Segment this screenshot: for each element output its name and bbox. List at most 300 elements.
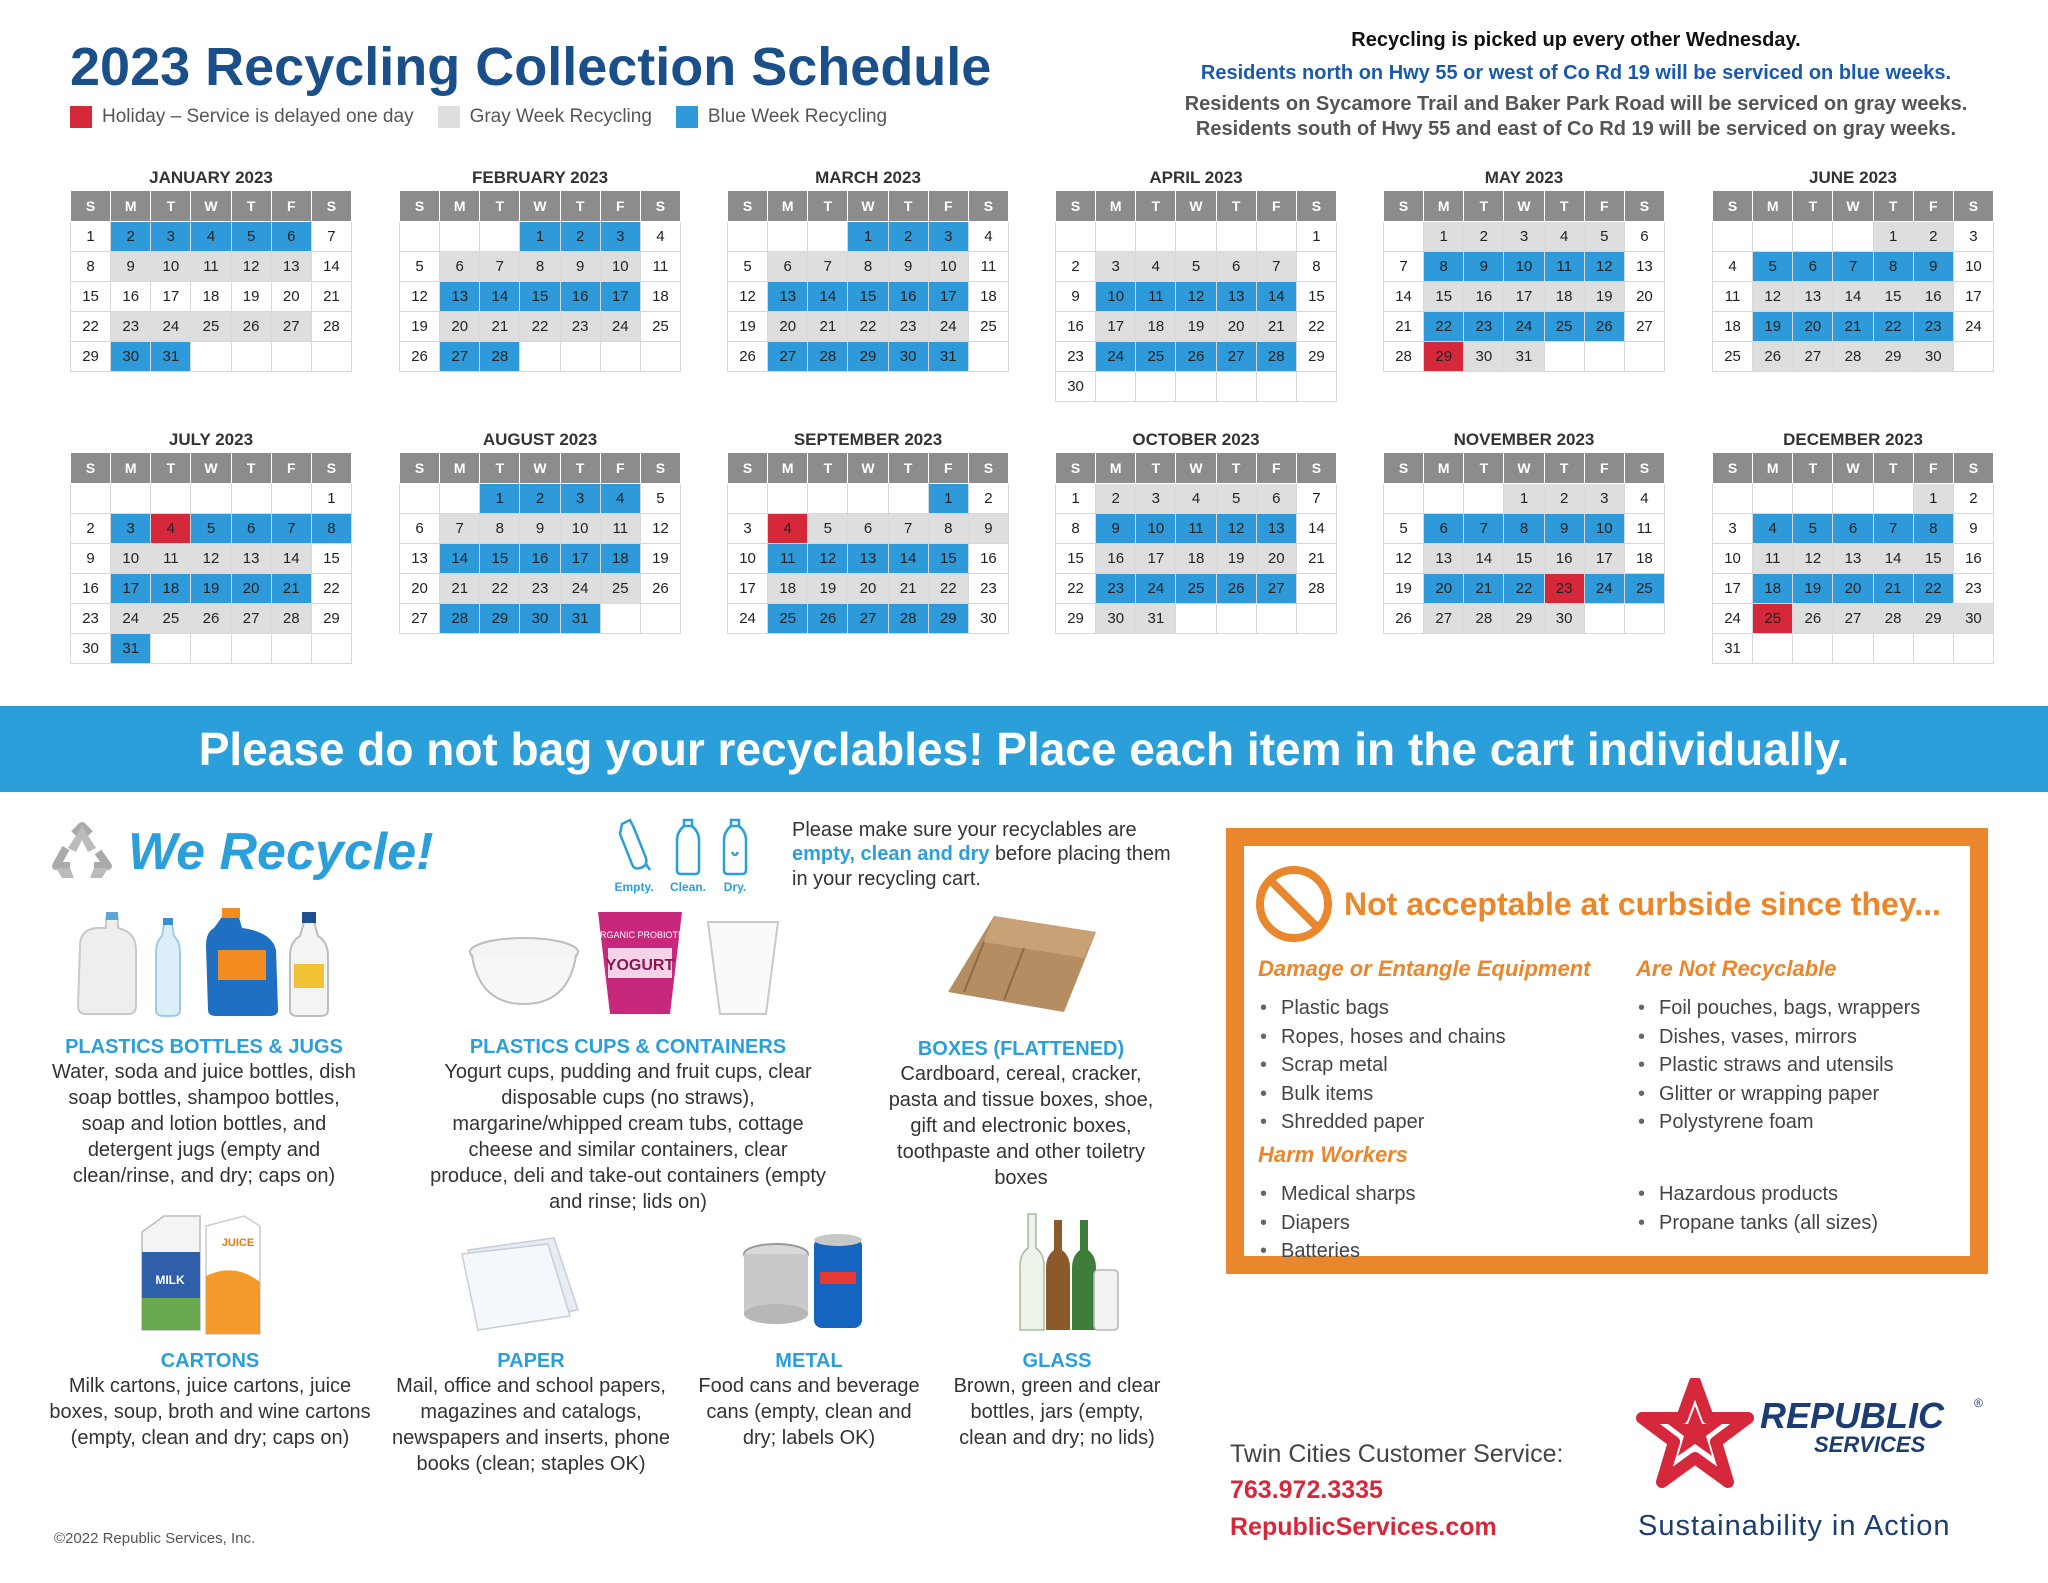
- day-cell: 3: [600, 222, 640, 252]
- day-cell: 15: [1873, 282, 1913, 312]
- day-cell: 16: [1096, 544, 1136, 574]
- weekday-header: S: [640, 191, 680, 222]
- day-cell: 19: [1793, 574, 1833, 604]
- tagline: Sustainability in Action: [1638, 1510, 1951, 1542]
- day-cell: 23: [1953, 574, 1993, 604]
- prep-dry: [720, 818, 750, 894]
- empty-cell: [888, 484, 928, 514]
- day-cell: 24: [928, 312, 968, 342]
- list-item: • Ropes, hoses and chains: [1260, 1023, 1506, 1052]
- empty-cell: [1753, 484, 1793, 514]
- day-cell: 2: [1544, 484, 1584, 514]
- day-cell: 27: [1833, 604, 1873, 634]
- month-calendar: [1055, 166, 1337, 402]
- day-cell: 26: [640, 574, 680, 604]
- day-cell: 30: [111, 342, 151, 372]
- weekday-header: S: [1624, 191, 1664, 222]
- day-cell: 27: [1624, 312, 1664, 342]
- category-boxes: [876, 1038, 1166, 1191]
- day-cell: 1: [71, 222, 111, 252]
- day-cell: 11: [151, 544, 191, 574]
- day-cell: 20: [1793, 312, 1833, 342]
- day-cell: 29: [928, 604, 968, 634]
- day-cell: 31: [111, 634, 151, 664]
- day-cell: 23: [888, 312, 928, 342]
- day-cell: 29: [1296, 342, 1336, 372]
- day-cell: 14: [440, 544, 480, 574]
- list-item: • Dishes, vases, mirrors: [1638, 1023, 1920, 1052]
- day-cell: 6: [1793, 252, 1833, 282]
- day-cell: 29: [848, 342, 888, 372]
- day-cell: 3: [1136, 484, 1176, 514]
- weekday-header: T: [151, 453, 191, 484]
- prep-label: Dry.: [723, 880, 747, 894]
- weekday-header: S: [1384, 453, 1424, 484]
- month-calendar: [1712, 166, 1994, 372]
- day-cell: 29: [1056, 604, 1096, 634]
- empty-cell: [271, 634, 311, 664]
- month-calendar: [727, 166, 1009, 372]
- day-cell: 23: [1544, 574, 1584, 604]
- day-cell: 17: [1713, 574, 1753, 604]
- day-cell: 18: [1544, 282, 1584, 312]
- day-cell: 27: [1793, 342, 1833, 372]
- weekday-header: T: [1136, 453, 1176, 484]
- day-cell: 18: [1753, 574, 1793, 604]
- day-cell: 3: [1713, 514, 1753, 544]
- day-cell: 28: [1464, 604, 1504, 634]
- weekday-header: S: [311, 191, 351, 222]
- month-title: MARCH 2023: [815, 168, 921, 187]
- day-cell: 11: [1624, 514, 1664, 544]
- day-cell: 10: [1953, 252, 1993, 282]
- category-paper: [390, 1350, 672, 1477]
- day-cell: 17: [1953, 282, 1993, 312]
- day-cell: 15: [480, 544, 520, 574]
- legend-holiday: [70, 106, 414, 128]
- day-cell: 21: [1873, 574, 1913, 604]
- month-calendar: [399, 166, 681, 372]
- day-cell: 5: [1176, 252, 1216, 282]
- day-cell: 13: [1793, 282, 1833, 312]
- day-cell: 5: [1384, 514, 1424, 544]
- weekday-header: S: [311, 453, 351, 484]
- day-cell: 21: [1384, 312, 1424, 342]
- day-cell: 20: [768, 312, 808, 342]
- day-cell: 8: [1424, 252, 1464, 282]
- pickup-notice: [1166, 28, 1986, 142]
- day-cell: 15: [1296, 282, 1336, 312]
- day-cell: 11: [600, 514, 640, 544]
- day-cell: 15: [1913, 544, 1953, 574]
- month-title: OCTOBER 2023: [1132, 430, 1260, 449]
- empty-cell: [400, 222, 440, 252]
- day-cell: 27: [271, 312, 311, 342]
- weekday-header: M: [768, 191, 808, 222]
- day-cell: 22: [1424, 312, 1464, 342]
- month-table: [1055, 452, 1337, 634]
- day-cell: 31: [1136, 604, 1176, 634]
- empty-cell: [1624, 342, 1664, 372]
- month-table: [1383, 190, 1665, 372]
- empty-cell: [1464, 484, 1504, 514]
- day-cell: 23: [1464, 312, 1504, 342]
- day-cell: 7: [311, 222, 351, 252]
- category-title: BOXES (FLATTENED): [917, 1038, 1125, 1060]
- weekday-header: F: [928, 453, 968, 484]
- day-cell: 21: [808, 312, 848, 342]
- weekday-header: S: [728, 453, 768, 484]
- hazardous-list: [1638, 1180, 1878, 1237]
- empty-cell: [1753, 222, 1793, 252]
- day-cell: 5: [191, 514, 231, 544]
- day-cell: 20: [1424, 574, 1464, 604]
- legend-label: Holiday – Service is delayed one day: [102, 106, 414, 127]
- weekday-header: F: [600, 191, 640, 222]
- day-cell: 19: [1753, 312, 1793, 342]
- day-cell: 26: [1176, 342, 1216, 372]
- day-cell: 2: [520, 484, 560, 514]
- day-cell: 31: [928, 342, 968, 372]
- day-cell: 15: [1504, 544, 1544, 574]
- day-cell: 9: [1464, 252, 1504, 282]
- harm-workers-list: [1260, 1180, 1416, 1266]
- list-item: • Diapers: [1260, 1209, 1416, 1238]
- empty-cell: [1793, 484, 1833, 514]
- empty-cell: [1584, 342, 1624, 372]
- category-desc: Mail, office and school papers, magazines and catalogs, newspapers and inserts, phone books (clean; staples OK): [392, 1375, 670, 1475]
- day-cell: 15: [520, 282, 560, 312]
- day-cell: 3: [928, 222, 968, 252]
- day-cell: 1: [1504, 484, 1544, 514]
- day-cell: 16: [1913, 282, 1953, 312]
- day-cell: 14: [1464, 544, 1504, 574]
- day-cell: 10: [600, 252, 640, 282]
- not-acceptable-title: Not acceptable at curbside since they...: [1344, 886, 1941, 922]
- weekday-header: T: [231, 453, 271, 484]
- day-cell: 18: [1136, 312, 1176, 342]
- day-cell: 18: [600, 544, 640, 574]
- legend-swatch-gray: [438, 106, 460, 128]
- empty-cell: [71, 484, 111, 514]
- day-cell: 10: [728, 544, 768, 574]
- day-cell: 17: [1096, 312, 1136, 342]
- day-cell: 14: [1256, 282, 1296, 312]
- day-cell: 5: [640, 484, 680, 514]
- empty-cell: [1873, 634, 1913, 664]
- organic-label: ORGANIC PROBIOTIC: [592, 930, 688, 940]
- day-cell: 19: [1216, 544, 1256, 574]
- empty-cell: [1793, 634, 1833, 664]
- legend-label: Gray Week Recycling: [469, 106, 652, 127]
- empty-cell: [1096, 372, 1136, 402]
- day-cell: 26: [231, 312, 271, 342]
- weekday-header: S: [640, 453, 680, 484]
- day-cell: 4: [768, 514, 808, 544]
- day-cell: 19: [400, 312, 440, 342]
- weekday-header: T: [1136, 191, 1176, 222]
- category-title: PLASTICS BOTTLES & JUGS: [65, 1036, 343, 1058]
- day-cell: 2: [1096, 484, 1136, 514]
- day-cell: 12: [808, 544, 848, 574]
- month-title: FEBRUARY 2023: [471, 168, 609, 187]
- day-cell: 5: [728, 252, 768, 282]
- day-cell: 28: [480, 342, 520, 372]
- day-cell: 20: [848, 574, 888, 604]
- day-cell: 5: [1216, 484, 1256, 514]
- day-cell: 5: [1584, 222, 1624, 252]
- day-cell: 4: [1753, 514, 1793, 544]
- day-cell: 6: [1624, 222, 1664, 252]
- category-cartons: [44, 1350, 376, 1451]
- day-cell: 22: [1873, 312, 1913, 342]
- day-cell: 7: [1464, 514, 1504, 544]
- day-cell: 17: [928, 282, 968, 312]
- empty-cell: [151, 634, 191, 664]
- weekday-header: S: [1056, 191, 1096, 222]
- empty-cell: [191, 484, 231, 514]
- day-cell: 18: [640, 282, 680, 312]
- day-cell: 16: [888, 282, 928, 312]
- day-cell: 11: [1753, 544, 1793, 574]
- paper-illustration: [458, 1236, 588, 1332]
- empty-cell: [1544, 342, 1584, 372]
- day-cell: 1: [1424, 222, 1464, 252]
- weekday-header: T: [888, 191, 928, 222]
- day-cell: 20: [1624, 282, 1664, 312]
- empty-cell: [1913, 634, 1953, 664]
- day-cell: 5: [1753, 252, 1793, 282]
- not-acceptable-box: [1226, 828, 1988, 1274]
- weekday-header: M: [768, 453, 808, 484]
- day-cell: 30: [1544, 604, 1584, 634]
- weekday-header: T: [888, 453, 928, 484]
- day-cell: 4: [968, 222, 1008, 252]
- day-cell: 13: [1833, 544, 1873, 574]
- legend-gray-week: [438, 106, 652, 128]
- weekday-header: S: [71, 191, 111, 222]
- weekday-header: W: [191, 191, 231, 222]
- day-cell: 29: [480, 604, 520, 634]
- weekday-header: M: [440, 453, 480, 484]
- day-cell: 4: [1136, 252, 1176, 282]
- day-cell: 13: [1216, 282, 1256, 312]
- empty-cell: [1176, 372, 1216, 402]
- month-calendar: [727, 428, 1009, 634]
- day-cell: 14: [808, 282, 848, 312]
- day-cell: 8: [1913, 514, 1953, 544]
- day-cell: 4: [151, 514, 191, 544]
- day-cell: 27: [440, 342, 480, 372]
- day-cell: 28: [1256, 342, 1296, 372]
- day-cell: 22: [1913, 574, 1953, 604]
- day-cell: 27: [768, 342, 808, 372]
- day-cell: 21: [480, 312, 520, 342]
- day-cell: 23: [560, 312, 600, 342]
- website-link[interactable]: RepublicServices.com: [1230, 1512, 1497, 1541]
- day-cell: 10: [1584, 514, 1624, 544]
- empty-cell: [640, 604, 680, 634]
- empty-cell: [1296, 372, 1336, 402]
- month-title: MAY 2023: [1484, 168, 1564, 187]
- day-cell: 21: [1833, 312, 1873, 342]
- weekday-header: W: [848, 191, 888, 222]
- list-item: • Foil pouches, bags, wrappers: [1638, 994, 1920, 1023]
- weekday-header: S: [1384, 191, 1424, 222]
- category-title: PLASTICS CUPS & CONTAINERS: [469, 1036, 787, 1058]
- category-desc: Yogurt cups, pudding and fruit cups, clear disposable cups (no straws), margarine/whipped cream tubs, cottage cheese and similar containers, clear produce, deli and take-out containers (empty and rinse; lids on): [430, 1061, 826, 1213]
- day-cell: 1: [1056, 484, 1096, 514]
- day-cell: 13: [768, 282, 808, 312]
- day-cell: 9: [968, 514, 1008, 544]
- day-cell: 26: [191, 604, 231, 634]
- weekday-header: T: [480, 453, 520, 484]
- day-cell: 11: [191, 252, 231, 282]
- day-cell: 25: [151, 604, 191, 634]
- empty-cell: [1713, 484, 1753, 514]
- day-cell: 25: [1176, 574, 1216, 604]
- not-recyclable-list: [1638, 994, 1920, 1137]
- weekday-header: W: [848, 453, 888, 484]
- day-cell: 22: [848, 312, 888, 342]
- day-cell: 24: [560, 574, 600, 604]
- day-cell: 19: [1584, 282, 1624, 312]
- day-cell: 20: [1833, 574, 1873, 604]
- empty-cell: [1873, 484, 1913, 514]
- day-cell: 4: [1544, 222, 1584, 252]
- republic-services-logo: [1636, 1378, 2036, 1488]
- day-cell: 7: [1873, 514, 1913, 544]
- day-cell: 10: [111, 544, 151, 574]
- copyright: ©2022 Republic Services, Inc.: [54, 1530, 256, 1547]
- day-cell: 6: [768, 252, 808, 282]
- day-cell: 27: [1424, 604, 1464, 634]
- month-title: JUNE 2023: [1809, 168, 1897, 187]
- category-desc: Cardboard, cereal, cracker, pasta and tissue boxes, shoe, gift and electronic boxes, toothpaste and other toiletry boxes: [888, 1063, 1154, 1189]
- weekday-header: S: [1713, 191, 1753, 222]
- day-cell: 20: [231, 574, 271, 604]
- day-cell: 27: [400, 604, 440, 634]
- weekday-header: S: [1713, 453, 1753, 484]
- day-cell: 24: [1713, 604, 1753, 634]
- day-cell: 5: [400, 252, 440, 282]
- phone-link[interactable]: 763.972.3335: [1230, 1476, 1383, 1505]
- day-cell: 22: [928, 574, 968, 604]
- day-cell: 31: [151, 342, 191, 372]
- day-cell: 1: [1913, 484, 1953, 514]
- day-cell: 1: [480, 484, 520, 514]
- registered-mark: ®: [1974, 1396, 1983, 1410]
- day-cell: 15: [848, 282, 888, 312]
- day-cell: 23: [71, 604, 111, 634]
- empty-cell: [151, 484, 191, 514]
- weekday-header: M: [1753, 453, 1793, 484]
- day-cell: 25: [768, 604, 808, 634]
- day-cell: 6: [271, 222, 311, 252]
- day-cell: 26: [400, 342, 440, 372]
- weekday-header: W: [1504, 191, 1544, 222]
- empty-cell: [848, 484, 888, 514]
- empty-cell: [1793, 222, 1833, 252]
- day-cell: 9: [1096, 514, 1136, 544]
- weekday-header: T: [808, 191, 848, 222]
- day-cell: 24: [600, 312, 640, 342]
- weekday-header: S: [728, 191, 768, 222]
- weekday-header: S: [1296, 453, 1336, 484]
- weekday-header: T: [1793, 453, 1833, 484]
- customer-service-label: Twin Cities Customer Service:: [1230, 1440, 1564, 1468]
- weekday-header: T: [1216, 453, 1256, 484]
- day-cell: 15: [71, 282, 111, 312]
- day-cell: 17: [600, 282, 640, 312]
- day-cell: 12: [1176, 282, 1216, 312]
- day-cell: 28: [1833, 342, 1873, 372]
- day-cell: 30: [888, 342, 928, 372]
- day-cell: 19: [640, 544, 680, 574]
- empty-bottle-icon: [612, 818, 656, 876]
- day-cell: 18: [1176, 544, 1216, 574]
- day-cell: 23: [968, 574, 1008, 604]
- glass-bottles-illustration: [1008, 1210, 1122, 1336]
- weekday-header: W: [1176, 191, 1216, 222]
- weekday-header: S: [1953, 191, 1993, 222]
- month-calendar: [1383, 166, 1665, 372]
- day-cell: 29: [1424, 342, 1464, 372]
- day-cell: 12: [640, 514, 680, 544]
- category-glass: [944, 1350, 1170, 1451]
- day-cell: 26: [1584, 312, 1624, 342]
- month-calendar: [1055, 428, 1337, 634]
- weekday-header: W: [191, 453, 231, 484]
- day-cell: 4: [191, 222, 231, 252]
- weekday-header: M: [440, 191, 480, 222]
- prep-text-2: before placing them in your recycling cart.: [792, 843, 1171, 890]
- empty-cell: [600, 342, 640, 372]
- weekday-header: F: [271, 191, 311, 222]
- empty-cell: [1176, 604, 1216, 634]
- weekday-header: F: [1913, 453, 1953, 484]
- month-calendar: [1712, 428, 1994, 664]
- day-cell: 25: [600, 574, 640, 604]
- category-title: CARTONS: [160, 1350, 260, 1372]
- prep-label: Empty.: [614, 880, 654, 894]
- weekday-header: M: [1424, 453, 1464, 484]
- empty-cell: [808, 484, 848, 514]
- day-cell: 16: [71, 574, 111, 604]
- category-title: GLASS: [1022, 1350, 1092, 1372]
- empty-cell: [560, 342, 600, 372]
- day-cell: 17: [111, 574, 151, 604]
- day-cell: 6: [1216, 252, 1256, 282]
- dry-bottle-icon: [720, 818, 750, 876]
- month-table: [727, 190, 1009, 372]
- day-cell: 1: [928, 484, 968, 514]
- month-table: [399, 190, 681, 372]
- weekday-header: W: [1833, 453, 1873, 484]
- day-cell: 18: [1713, 312, 1753, 342]
- day-cell: 27: [231, 604, 271, 634]
- list-item: • Plastic straws and utensils: [1638, 1051, 1920, 1080]
- day-cell: 5: [1793, 514, 1833, 544]
- empty-cell: [1833, 484, 1873, 514]
- day-cell: 20: [1256, 544, 1296, 574]
- weekday-header: W: [1833, 191, 1873, 222]
- day-cell: 10: [1504, 252, 1544, 282]
- day-cell: 8: [928, 514, 968, 544]
- day-cell: 10: [1713, 544, 1753, 574]
- category-metal: [696, 1350, 922, 1451]
- empty-cell: [768, 222, 808, 252]
